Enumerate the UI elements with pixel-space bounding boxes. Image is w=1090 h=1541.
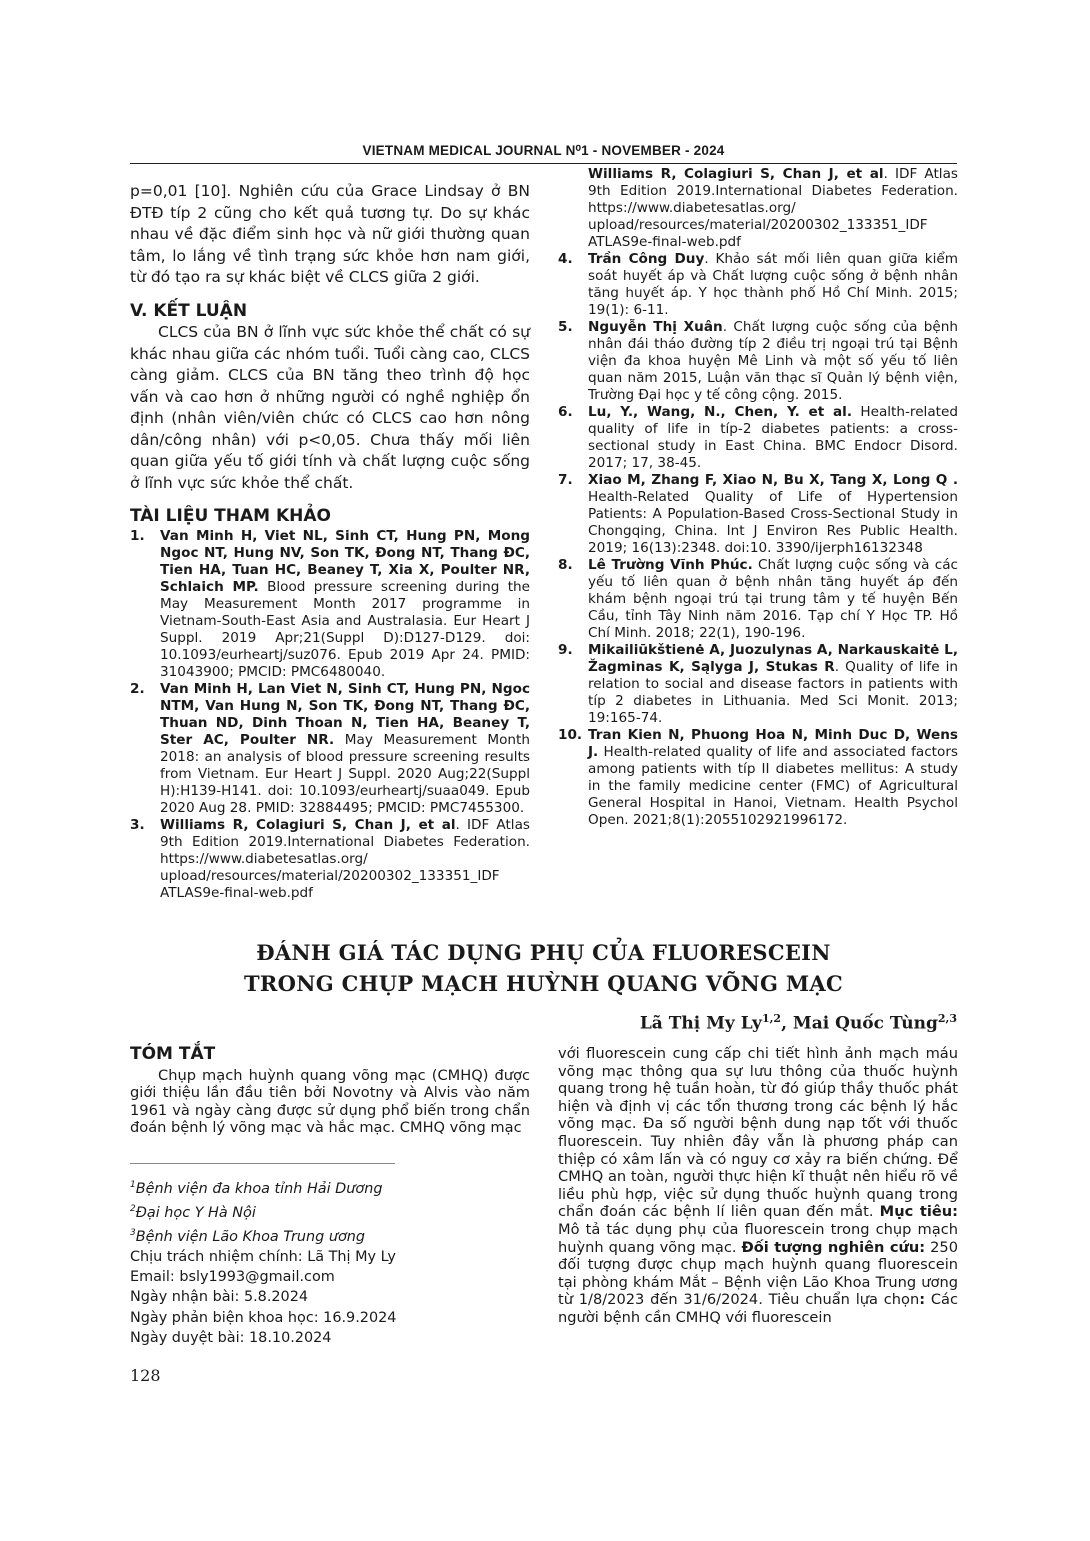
intro-paragraph: p=0,01 [10]. Nghiên cứu của Grace Lindsay ở BN ĐTĐ típ 2 cũng cho kết quả tương tự. Do sự khác nhau về đặc điểm sinh học và nữ giới thường quan tâm, lo lắng về tình trạng sức khỏe hơn nam giới, từ đó tạo ra sự khác biệt về CLCS giữa 2 giới.: [130, 182, 530, 286]
reference-text: . Chất lượng cuộc sống của bệnh nhân đái tháo đường típ 2 điều trị ngoại trú tại Bệnh viện đa khoa huyện Mê Linh và một số yếu tố liên quan năm 2015, Luận văn thạc sĩ Quản lý bệnh viện, Trường Đại học y tế công cộng. 2015.: [588, 319, 958, 403]
abstract-left: [130, 1046, 530, 1137]
header-rule: [130, 163, 957, 164]
reference-item: 2. Van Minh H, Lan Viet N, Sinh CT, Hung PN, Ngoc NTM, Van Hung N, Son TK, Đong NT, Thang ĐC, Thuan ND, Dinh Thoan N, Tien HA, Beaney T, Ster AC, Poulter NR. May Measurement Month 2018: an analysis of blood pressure screening results from Vietnam. Eur Heart J Suppl. 2020 Aug;22(Suppl H):H139-H141. doi: 10.1093/eurheartj/suaa049. Epub 2020 Aug 28. PMID: 32884495; PMCID: PMC7455300.: [130, 680, 530, 816]
subjects-label: Đối tượng nghiên cứu:: [741, 1238, 926, 1256]
reference-text: Blood pressure screening during the May Measurement Month 2017 programme in Vietnam-South-East Asia and Australasia. Eur Heart J Suppl. 2019 Apr;21(Suppl D):D127-D129. doi: 10.1093/eurheartj/suz076. Epub 2019 Apr 24. PMID: 31043900; PMCID: PMC6480040.: [160, 578, 530, 680]
objective-label: Mục tiêu:: [879, 1203, 958, 1221]
reference-text: . Quality of life in relation to social and disease factors in patients with típ 2 diabetes in Lithuania. Med Sci Monit. 2013; 19:165-74.: [588, 659, 958, 726]
contact-email: Email: bsly1993@gmail.com: [130, 1269, 335, 1286]
article-title-line1: ĐÁNH GIÁ TÁC DỤNG PHỤ CỦA FLUORESCEIN: [256, 940, 831, 965]
article-title-line2: TRONG CHỤP MẠCH HUỲNH QUANG VÕNG MẠC: [243, 971, 844, 996]
reference-item: 7. Xiao M, Zhang F, Xiao N, Bu X, Tang X, Long Q . Health-Related Quality of Life of Hypertension Patients: A Population-Based Cross-Sectional Study in Chongqing, China. Int J Environ Res Public Health. 2019; 16(13):2348. doi:10. 3390/ijerph16132348: [558, 472, 958, 556]
reference-item-continued: Williams R, Colagiuri S, Chan J, et al. IDF Atlas 9th Edition 2019.International Diabetes Federation. https://www.diabetesatlas.org/ upload/resources/material/20200302_133351_IDF ATLAS9e-final-web.pdf: [588, 166, 958, 250]
reference-text: Health-Related Quality of Life of Hypertension Patients: A Population-Based Cross-Sectional Study in Chongqing, China. Int J Environ Res Public Health. 2019; 16(13):2348. doi:10. 3390/ijerph16132348: [588, 489, 958, 556]
article-title: [130, 937, 957, 999]
conclusion-paragraph: CLCS của BN ở lĩnh vực sức khỏe thể chất có sự khác nhau giữa các nhóm tuổi. Tuổi càng cao, CLCS càng giảm. CLCS của BN tăng theo trình độ học vấn và cao hơn ở những người có nghề nghiệp ổn định (nhân viên/viên chức có CLCS cao hơn nông dân/công nhân) với p<0,05. Chưa thấy mối liên quan giữa yếu tố giới tính và chất lượng cuộc sống ở lĩnh vực sức khỏe thể chất.: [130, 323, 530, 492]
reference-authors: Lê Trường Vĩnh Phúc.: [588, 557, 753, 573]
reference-authors: Trần Công Duy: [588, 251, 705, 267]
summary-continued: với fluorescein cung cấp chi tiết hình ảnh mạch máu võng mạc thông qua sự lưu thông của thuốc huỳnh quang trong hệ tuần hoàn, từ đó giúp thầy thuốc phát hiện và định vị các tổn thương trong các bệnh lý hắc võng mạc. Đa số người bệnh dung nạp tốt với thuốc fluorescein. Tuy nhiên đây vẫn là phương pháp can thiệp có xâm lấn và có nguy cơ xảy ra biến chứng. Để CMHQ an toàn, người thực hiện kĩ thuật nên hiểu rõ về liều phù hợp, việc sử dụng thuốc huỳnh quang trong chẩn đoán các bệnh lí liên quan đến mắt. Mục tiêu: Mô tả tác dụng phụ của fluorescein trong chụp mạch huỳnh quang võng mạc. Đối tượng nghiên cứu: 250 đối tượng được chụp mạch huỳnh quang fluorescein tại phòng khám Mắt – Bệnh viện Lão Khoa Trung ương từ 1/8/2023 đến 31/6/2024. Tiêu chuẩn lựa chọn: Các người bệnh cần CMHQ với fluorescein: [558, 1045, 958, 1326]
references-right: [558, 166, 958, 829]
corresponding-author: Chịu trách nhiệm chính: Lã Thị My Ly: [130, 1249, 396, 1265]
reference-item: 8. Lê Trường Vĩnh Phúc. Chất lượng cuộc sống và các yếu tố liên quan ở bệnh nhân tăng huyết áp đến khám bệnh ngoại trú tại trung tâm y tế huyện Bến Cầu, tỉnh Tây Ninh năm 2016. Tạp chí Y Học TP. Hồ Chí Minh. 2018; 22(1), 190-196.: [558, 557, 958, 641]
author-affiliation: 1,2: [761, 1012, 782, 1025]
reference-text: Health-related quality of life in típ-2 diabetes patients: a cross-sectional study in East China. BMC Endocr Disord. 2017; 17, 38-45.: [588, 404, 958, 471]
conclusion-heading: V. KẾT LUẬN: [130, 300, 248, 321]
reference-authors: Lu, Y., Wang, N., Chen, Y. et al.: [588, 404, 852, 420]
reference-authors: Nguyễn Thị Xuân: [588, 319, 723, 335]
reference-text: Health-related quality of life and associated factors among patients with típ II diabetes mellitus: A study in the family medicine center (FMC) of Agricultural General Hospital in Hanoi, Vietnam. Health Psychol Open. 2021;8(1):2055102921996172.: [588, 744, 958, 828]
author-name: Lã Thị My Ly: [639, 1013, 762, 1034]
reference-authors: Xiao M, Zhang F, Xiao N, Bu X, Tang X, Long Q .: [588, 472, 958, 488]
abstract-right: [558, 1045, 958, 1327]
reference-item: 4. Trần Công Duy. Khảo sát mối liên quan giữa kiểm soát huyết áp và Chất lượng cuộc sống ở bệnh nhân tăng huyết áp. Y học thành phố Hồ Chí Minh. 2015; 19(1): 6-11.: [558, 251, 958, 318]
date-reviewed: Ngày phản biện khoa học: 16.9.2024: [130, 1309, 397, 1326]
reference-text: . Khảo sát mối liên quan giữa kiểm soát huyết áp và Chất lượng cuộc sống ở bệnh nhân tăng huyết áp. Y học thành phố Hồ Chí Minh. 2015; 19(1): 6-11.: [588, 251, 958, 318]
reference-item: 6. Lu, Y., Wang, N., Chen, Y. et al. Health-related quality of life in típ-2 diabetes patients: a cross-sectional study in East China. BMC Endocr Disord. 2017; 17, 38-45.: [558, 404, 958, 471]
reference-text: . IDF Atlas 9th Edition 2019.International Diabetes Federation. https://www.diabetesatlas.org/ upload/resources/material/20200302_133351_IDF ATLAS9e-final-web.pdf: [160, 816, 530, 901]
footnote-rule: [130, 1163, 395, 1164]
author-name: Mai Quốc Tùng: [792, 1013, 938, 1034]
date-accepted: Ngày duyệt bài: 18.10.2024: [130, 1329, 332, 1346]
article-authors: Lã Thị My Ly$^{1,2}$, Mai Quốc Tùng$^{2,3}$: [639, 1012, 957, 1034]
reference-item: 3. Williams R, Colagiuri S, Chan J, et al. IDF Atlas 9th Edition 2019.International Diabetes Federation. https://www.diabetesatlas.org/ upload/resources/material/20200302_133351_IDF ATLAS9e-final-web.pdf: [130, 816, 530, 901]
affiliation-3: $^3$Bệnh viện Lão Khoa Trung ương: [130, 1228, 366, 1245]
left-column: [130, 181, 530, 901]
reference-authors: Mikailiūkštienė A, Juozulynas A, Narkauskaitė L, Žagminas K, Sąlyga J, Stukas R: [588, 642, 958, 675]
reference-authors: Williams R, Colagiuri S, Chan J, et al: [160, 816, 456, 833]
summary-heading: TÓM TẮT: [130, 1044, 216, 1064]
author-affiliation: 2,3: [937, 1012, 957, 1025]
references-left: [130, 527, 530, 901]
reference-authors: Tran Kien N, Phuong Hoa N, Minh Duc D, Wens J.: [588, 727, 958, 760]
reference-item: 9. Mikailiūkštienė A, Juozulynas A, Narkauskaitė L, Žagminas K, Sąlyga J, Stukas R. Quality of life in relation to social and disease factors in patients with típ 2 diabetes in Lithuania. Med Sci Monit. 2013; 19:165-74.: [558, 642, 958, 726]
references-heading: TÀI LIỆU THAM KHẢO: [130, 506, 331, 526]
page-number: 128: [130, 1366, 161, 1385]
reference-authors: Van Minh H, Viet NL, Sinh CT, Hung PN, Mong Ngoc NT, Hung NV, Son TK, Đong NT, Thang ĐC, Tien HA, Tuan HC, Beaney T, Xia X, Poulter NR, Schlaich MP.: [160, 527, 530, 595]
affiliation-1: $^1$Bệnh viện đa khoa tỉnh Hải Dương: [130, 1180, 383, 1197]
affiliation-2: $^2$Đại học Y Hà Nội: [130, 1204, 256, 1221]
reference-item: 5. Nguyễn Thị Xuân. Chất lượng cuộc sống của bệnh nhân đái tháo đường típ 2 điều trị ngoại trú tại Bệnh viện đa khoa huyện Mê Linh và một số yếu tố liên quan năm 2015, Luận văn thạc sĩ Quản lý bệnh viện, Trường Đại học y tế công cộng. 2015.: [558, 319, 958, 403]
reference-item: 10. Tran Kien N, Phuong Hoa N, Minh Duc D, Wens J. Health-related quality of life and associated factors among patients with típ II diabetes mellitus: A study in the family medicine center (FMC) of Agricultural General Hospital in Hanoi, Vietnam. Health Psychol Open. 2021;8(1):2055102921996172.: [558, 727, 958, 828]
date-received: Ngày nhận bài: 5.8.2024: [130, 1289, 309, 1306]
journal-header: VIETNAM MEDICAL JOURNAL N⁰1 - NOVEMBER - 2024: [362, 143, 725, 158]
reference-text: May Measurement Month 2018: an analysis of blood pressure screening results from Vietnam. Eur Heart J Suppl. 2020 Aug;22(Suppl H):H139-H141. doi: 10.1093/eurheartj/suaa049. Epub 2020 Aug 28. PMID: 32884495; PMCID: PMC7455300.: [160, 731, 530, 816]
reference-item: 1. Van Minh H, Viet NL, Sinh CT, Hung PN, Mong Ngoc NT, Hung NV, Son TK, Đong NT, Thang ĐC, Tien HA, Tuan HC, Beaney T, Xia X, Poulter NR, Schlaich MP. Blood pressure screening during the May Measurement Month 2017 programme in Vietnam-South-East Asia and Australasia. Eur Heart J Suppl. 2019 Apr;21(Suppl D):D127-D129. doi: 10.1093/eurheartj/suz076. Epub 2019 Apr 24. PMID: 31043900; PMCID: PMC6480040.: [130, 527, 530, 680]
summary-paragraph: Chụp mạch huỳnh quang võng mạc (CMHQ) được giới thiệu lần đầu tiên bởi Novotny và Alvis vào năm 1961 và ngày càng được sử dụng phổ biến trong chẩn đoán bệnh lý võng mạc và hắc mạc. CMHQ võng mạc: [130, 1066, 530, 1137]
footnotes: [130, 1175, 430, 1348]
reference-authors: Van Minh H, Lan Viet N, Sinh CT, Hung PN, Ngoc NTM, Van Hung N, Son TK, Đong NT, Thang ĐC, Thuan ND, Dinh Thoan N, Tien HA, Beaney T, Ster AC, Poulter NR.: [160, 680, 530, 748]
reference-text: Chất lượng cuộc sống và các yếu tố liên quan ở bệnh nhân tăng huyết áp đến khám bệnh ngoại trú tại trung tâm y tế huyện Bến Cầu, tỉnh Tây Ninh năm 2016. Tạp chí Y Học TP. Hồ Chí Minh. 2018; 22(1), 190-196.: [588, 557, 958, 641]
